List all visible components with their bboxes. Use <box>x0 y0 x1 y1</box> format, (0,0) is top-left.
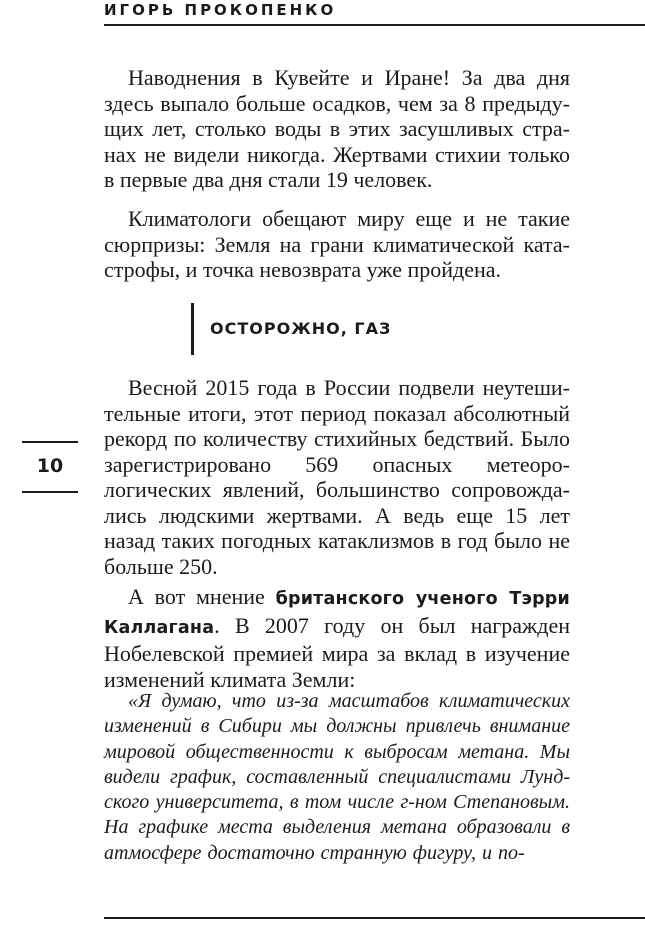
paragraph-callaghan-end: . В 2007 году он был награжден Нобелевской премией мира за вклад в изучение изменений климата Земли: <box>104 612 570 692</box>
paragraph-climatologists: Климатологи обещают миру еще и не такие сюрпризы: Земля на грани климатической катастрофы, и точка невозврата уже пройдена. <box>104 206 570 282</box>
paragraph-callaghan-start: А вот мнение <box>128 584 276 609</box>
page-number-rule-bottom <box>22 491 78 493</box>
paragraph-callaghan <box>104 584 570 692</box>
section-heading-bar <box>191 303 194 355</box>
running-header-author: ИГОРЬ ПРОКОПЕНКО <box>104 1 337 19</box>
header-rule <box>104 24 645 26</box>
section-heading: ОСТОРОЖНО, ГАЗ <box>210 319 392 338</box>
paragraph-floods: Наводнения в Кувейте и Иране! За два дня здесь выпало больше осадков, чем за 8 предыдущих лет, столько воды в этих засушливых странах не видели никогда. Жертвами стихии только в первые два дня стали 19 человек. <box>104 65 570 192</box>
page-number-rule-top <box>22 441 78 443</box>
footer-rule <box>104 917 645 919</box>
quote-paragraph: «Я думаю, что из-за масштабов климатических изменений в Сибири мы должны привлечь внимание мировой общественности к выбросам метана. Мы видели график, составленный специалистами Лундского университета, в том числе г-ном Степановым. На графике места выделения метана образовали в атмосфере достаточно странную фигуру, и по- <box>104 690 570 864</box>
scientist-name: британского ученого Тэрри Каллагана <box>104 589 570 638</box>
page-number: 10 <box>36 455 64 477</box>
paragraph-russia-2015: Весной 2015 года в России подвели неутешительные итоги, этот период показал абсолютный рекорд по количеству стихийных бедствий. Было зарегистрировано 569 опасных метеорологических явлений, большинство сопровождались людскими жертвами. А ведь еще 15 лет назад таких погодных катаклизмов в год было не больше 250. <box>104 375 570 579</box>
